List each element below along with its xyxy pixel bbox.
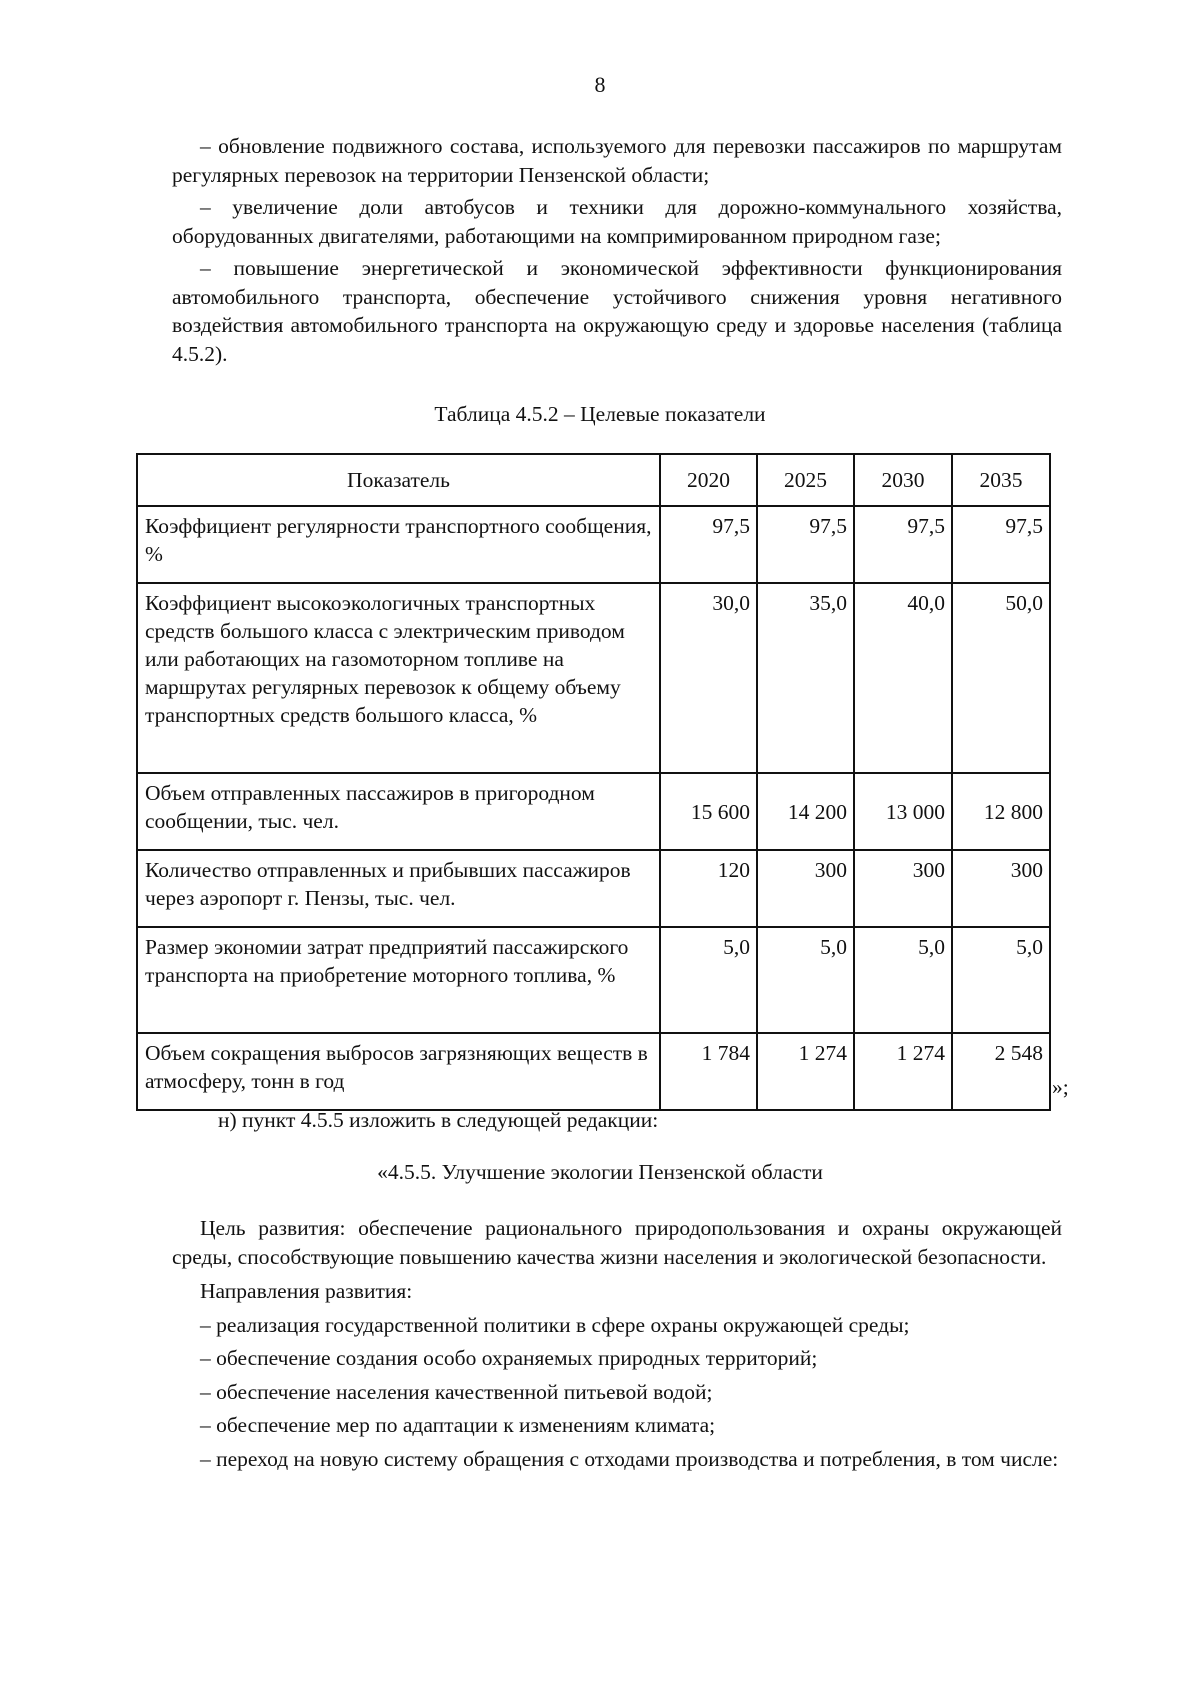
row-value: 97,5 — [854, 506, 952, 583]
row-value: 50,0 — [952, 583, 1050, 773]
table-row — [137, 927, 1050, 1033]
row-value: 5,0 — [660, 927, 757, 1033]
row-value: 5,0 — [757, 927, 854, 1033]
row-value: 300 — [854, 850, 952, 927]
row-value: 1 784 — [660, 1033, 757, 1110]
row-label: Коэффициент регулярности транспортного сообщения, % — [137, 506, 660, 583]
directions-title: Направления развития: — [200, 1279, 413, 1303]
section-heading: «4.5.5. Улучшение экологии Пензенской области — [377, 1160, 823, 1184]
table-header-row — [137, 454, 1050, 506]
intro-paragraph: – увеличение доли автобусов и техники для дорожно-коммунального хозяйства, оборудованных двигателями, работающими на компримированном природном газе; — [172, 195, 1062, 248]
table-row — [137, 583, 1050, 773]
row-value: 35,0 — [757, 583, 854, 773]
direction-item: – обеспечение создания особо охраняемых природных территорий; — [200, 1346, 818, 1370]
row-label: Объем сокращения выбросов загрязняющих веществ в атмосферу, тонн в год — [137, 1033, 660, 1110]
row-value: 1 274 — [854, 1033, 952, 1110]
header-year: 2020 — [660, 454, 757, 506]
row-value: 120 — [660, 850, 757, 927]
row-value: 1 274 — [757, 1033, 854, 1110]
intro-paragraph: – повышение энергетической и экономической эффективности функционирования автомобильного транспорта, обеспечение устойчивого снижения уровня негативного воздействия автомобильного транспорта на окружающую среду и здоровье населения (таблица 4.5.2). — [172, 256, 1062, 366]
intro-section — [172, 132, 1062, 372]
closing-quote: »; — [1052, 1075, 1069, 1099]
direction-item: – обеспечение населения качественной питьевой водой; — [200, 1379, 713, 1404]
row-value: 12 800 — [952, 773, 1050, 850]
row-value: 97,5 — [757, 506, 854, 583]
row-value: 97,5 — [660, 506, 757, 583]
amendment-line: н) пункт 4.5.5 изложить в следующей редакции: — [218, 1108, 659, 1132]
row-value: 97,5 — [952, 506, 1050, 583]
row-value: 300 — [952, 850, 1050, 927]
row-value: 15 600 — [660, 773, 757, 850]
row-value: 300 — [757, 850, 854, 927]
direction-item: – обеспечение мер по адаптации к изменениям климата; — [200, 1413, 716, 1437]
table-caption: Таблица 4.5.2 – Целевые показатели — [434, 402, 766, 426]
table-row — [137, 1033, 1050, 1110]
direction-item: – переход на новую систему обращения с отходами производства и потребления, в том числе: — [200, 1446, 1059, 1471]
ecology-section — [172, 1214, 1062, 1477]
table-row — [137, 773, 1050, 850]
row-value: 2 548 — [952, 1033, 1050, 1110]
direction-item: – реализация государственной политики в сфере охраны окружающей среды; — [200, 1312, 910, 1337]
row-label: Количество отправленных и прибывших пассажиров через аэропорт г. Пензы, тыс. чел. — [137, 850, 660, 927]
intro-paragraph: – обновление подвижного состава, используемого для перевозки пассажиров по маршрутам регулярных перевозок на территории Пензенской области; — [172, 134, 1062, 187]
header-year: 2035 — [952, 454, 1050, 506]
row-label: Объем отправленных пассажиров в пригородном сообщении, тыс. чел. — [137, 773, 660, 850]
row-label: Коэффициент высокоэкологичных транспортных средств большого класса с электрическим приводом или работающих на газомоторном топливе на маршрутах регулярных перевозок к общему объему транспортных средств большого класса, % — [137, 583, 660, 773]
row-label: Размер экономии затрат предприятий пассажирского транспорта на приобретение моторного топлива, % — [137, 927, 660, 1033]
header-year: 2030 — [854, 454, 952, 506]
row-value: 30,0 — [660, 583, 757, 773]
page-number: 8 — [594, 72, 606, 97]
table-row — [137, 850, 1050, 927]
goal-paragraph: Цель развития: обеспечение рационального природопользования и охраны окружающей среды, способствующие повышению качества жизни населения и экологической безопасности. — [172, 1216, 1062, 1269]
table-row — [137, 506, 1050, 583]
row-value: 14 200 — [757, 773, 854, 850]
row-value: 13 000 — [854, 773, 952, 850]
row-value: 40,0 — [854, 583, 952, 773]
row-value: 5,0 — [952, 927, 1050, 1033]
target-indicators-table — [136, 453, 1051, 1111]
header-indicator: Показатель — [137, 454, 660, 506]
header-year: 2025 — [757, 454, 854, 506]
row-value: 5,0 — [854, 927, 952, 1033]
